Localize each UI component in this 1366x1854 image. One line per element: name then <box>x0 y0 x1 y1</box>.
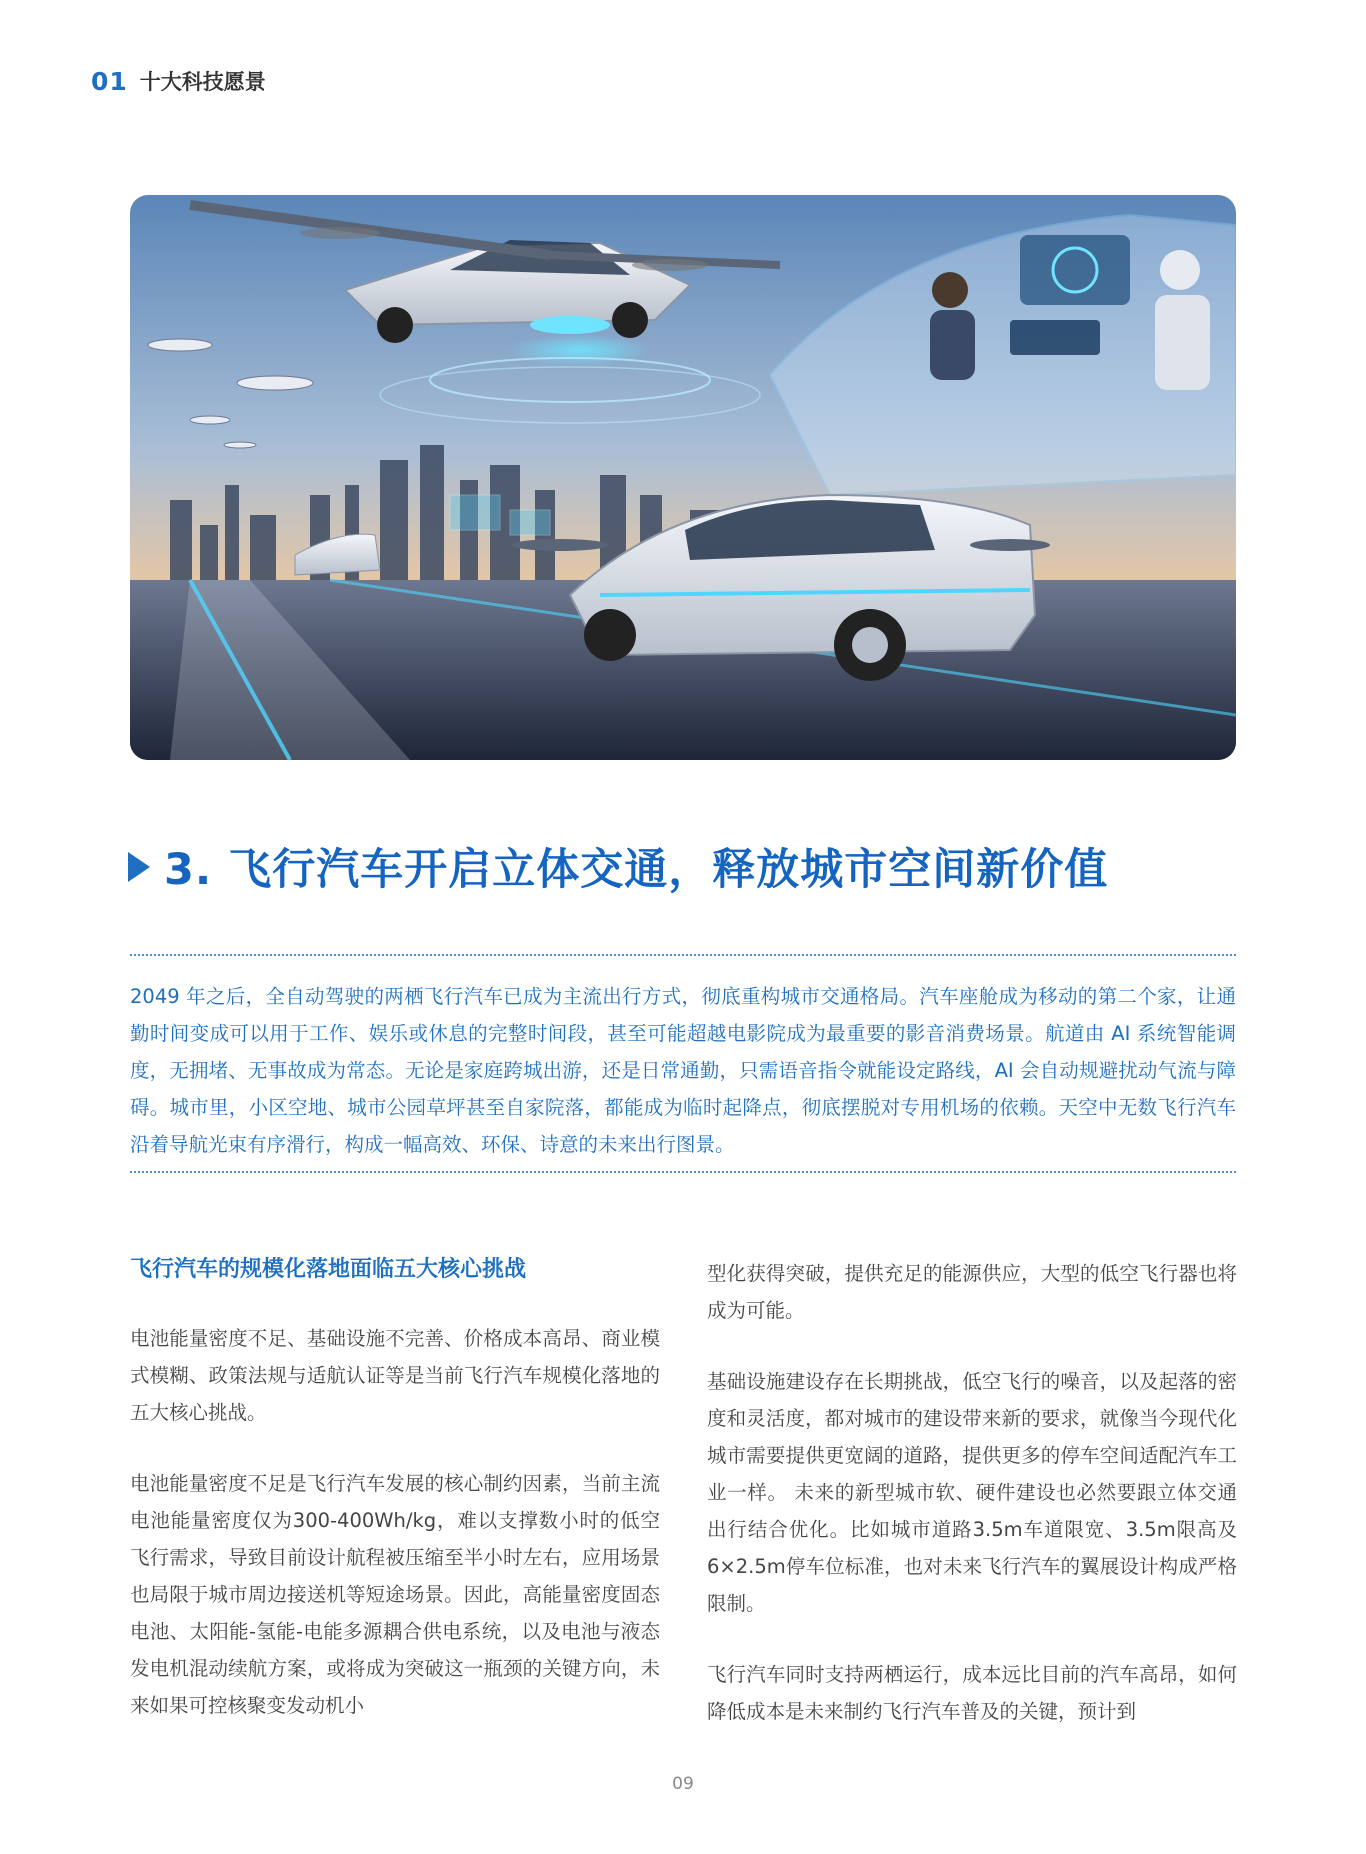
subsection-heading: 飞行汽车的规模化落地面临五大核心挑战 <box>130 1257 527 1282</box>
paragraph: 基础设施建设存在长期挑战，低空飞行的噪音，以及起落的密度和灵活度，都对城市的建设带来新的要求，就像当今现代化城市需要提供更宽阔的道路，提供更多的停车空间适配汽车工业一样。 未来的新型城市软、硬件建设也必然要跟立体交通出行结合优化。比如城市道路3.5m车道限宽、3.5m限高及6×2.5m停车位标准，也对未来飞行汽车的翼展设计构成严格限制。 <box>707 1370 1237 1615</box>
intro-paragraph: 2049 年之后，全自动驾驶的两栖飞行汽车已成为主流出行方式，彻底重构城市交通格局。汽车座舱成为移动的第二个家，让通勤时间变成可以用于工作、娱乐或休息的完整时间段，甚至可能超越电影院成为最重要的影音消费场景。航道由 AI 系统智能调度，无拥堵、无事故成为常态。无论是家庭跨城出游，还是日常通勤，只需语音指令就能设定路线，AI 会自动规避扰动气流与障碍。城市里，小区空地、城市公园草坪甚至自家院落，都能成为临时起降点，彻底摆脱对专用机场的依赖。天空中无数飞行汽车沿着导航光束有序滑行，构成一幅高效、环保、诗意的未来出行图景。 <box>130 985 1236 1156</box>
triangle-bullet-icon <box>128 852 150 882</box>
hero-illustration <box>130 195 1236 760</box>
chapter-number: 01 <box>91 66 128 96</box>
flying-car-city-illustration <box>130 195 1236 760</box>
paragraph: 飞行汽车同时支持两栖运行，成本远比目前的汽车高昂，如何降低成本是未来制约飞行汽车普及的关键，预计到 <box>707 1663 1237 1723</box>
right-column <box>707 1255 1237 1764</box>
page-number: 09 <box>672 1774 694 1794</box>
left-column <box>130 1254 660 1758</box>
section-title: 3. 飞行汽车开启立体交通，释放城市空间新价值 <box>164 845 1109 895</box>
divider-top <box>130 954 1236 956</box>
paragraph: 型化获得突破，提供充足的能源供应，大型的低空飞行器也将成为可能。 <box>707 1262 1237 1322</box>
divider-bottom <box>130 1171 1236 1173</box>
chapter-title: 十大科技愿景 <box>139 70 266 94</box>
paragraph: 电池能量密度不足、基础设施不完善、价格成本高昂、商业模式模糊、政策法规与适航认证等是当前飞行汽车规模化落地的五大核心挑战。 <box>130 1327 660 1424</box>
section-heading <box>128 836 1108 897</box>
page-header <box>91 66 266 96</box>
paragraph: 电池能量密度不足是飞行汽车发展的核心制约因素，当前主流电池能量密度仅为300-400Wh/kg，难以支撑数小时的低空飞行需求，导致目前设计航程被压缩至半小时左右，应用场景也局限于城市周边接送机等短途场景。因此，高能量密度固态电池、太阳能-氢能-电能多源耦合供电系统，以及电池与液态发电机混动续航方案，或将成为突破这一瓶颈的关键方向，未来如果可控核聚变发动机小 <box>130 1472 660 1717</box>
